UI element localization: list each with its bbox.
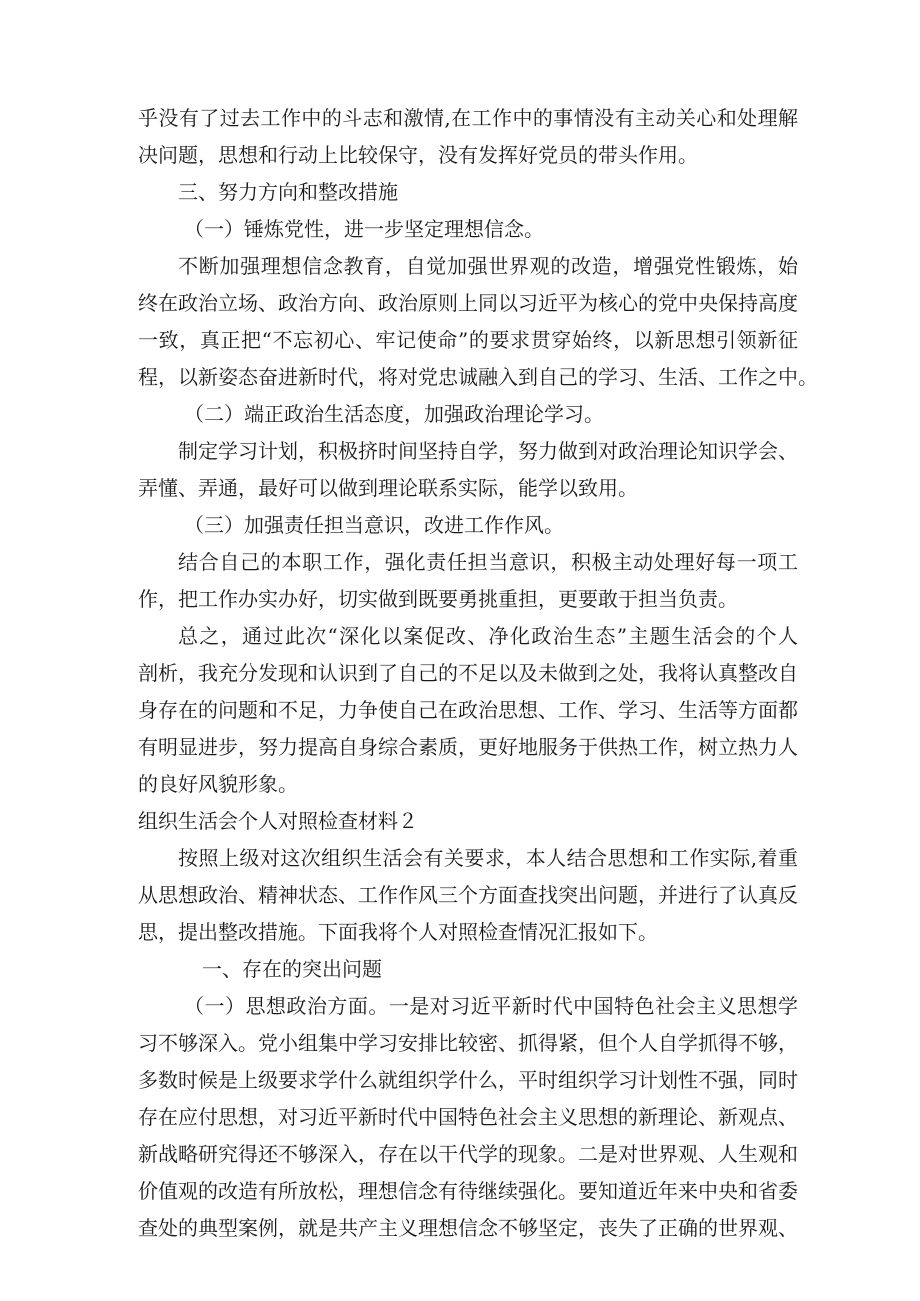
paragraph-line: 思，提出整改措施。下面我将个人对照检查情况汇报如下。 bbox=[138, 920, 658, 944]
section-heading: 三、努力方向和整改措施 bbox=[178, 180, 398, 204]
section-heading: 一、存在的突出问题 bbox=[202, 957, 382, 981]
paragraph-line: 不断加强理想信念教育，自觉加强世界观的改造，增强党性锻炼，始 bbox=[178, 254, 798, 278]
paragraph-line: 终在政治立场、政治方向、政治原则上同以习近平为核心的党中央保持高度 bbox=[138, 291, 798, 315]
paragraph-line: 身存在的问题和不足，力争使自己在政治思想、工作、学习、生活等方面都 bbox=[138, 698, 798, 722]
paragraph-line: （一）思想政治方面。一是对习近平新时代中国特色社会主义思想学 bbox=[184, 994, 798, 1018]
paragraph-line: 剖析，我充分发现和认识到了自己的不足以及未做到之处，我将认真整改自 bbox=[138, 661, 798, 685]
paragraph-line: 程，以新姿态奋进新时代，将对党忠诚融入到自己的学习、生活、工作之中。 bbox=[138, 365, 818, 389]
document-page bbox=[138, 100, 818, 1247]
paragraph-line: 总之，通过此次“深化以案促改、净化政治生态”主题生活会的个人 bbox=[178, 624, 798, 648]
subsection-heading: （三）加强责任担当意识，改进工作作风。 bbox=[184, 513, 564, 537]
paragraph-line: 作，把工作办实办好，切实做到既要勇挑重担，更要敢于担当负责。 bbox=[138, 587, 738, 611]
paragraph-line: 习不够深入。党小组集中学习安排比较密、抓得紧，但个人自学抓得不够， bbox=[138, 1031, 798, 1055]
paragraph-line: 查处的典型案例，就是共产主义理想信念不够坚定，丧失了正确的世界观、 bbox=[138, 1216, 798, 1240]
paragraph-line: 弄懂、弄通，最好可以做到理论联系实际，能学以致用。 bbox=[138, 476, 638, 500]
paragraph-line: 乎没有了过去工作中的斗志和激情,在工作中的事情没有主动关心和处理解 bbox=[138, 106, 798, 130]
paragraph-line: 新战略研究得还不够深入，存在以干代学的现象。二是对世界观、人生观和 bbox=[138, 1142, 798, 1166]
paragraph-line: 按照上级对这次组织生活会有关要求，本人结合思想和工作实际,着重 bbox=[178, 846, 798, 870]
paragraph-line: 价值观的改造有所放松，理想信念有待继续强化。要知道近年来中央和省委 bbox=[138, 1179, 798, 1203]
subsection-heading: （二）端正政治生活态度，加强政治理论学习。 bbox=[184, 402, 604, 426]
paragraph-line: 多数时候是上级要求学什么就组织学什么，平时组织学习计划性不强，同时 bbox=[138, 1068, 798, 1092]
paragraph-line: 的良好风貌形象。 bbox=[138, 772, 298, 796]
paragraph-line: 制定学习计划，积极挤时间坚持自学，努力做到对政治理论知识学会、 bbox=[178, 439, 798, 463]
paragraph-line: 决问题，思想和行动上比较保守，没有发挥好党员的带头作用。 bbox=[138, 143, 698, 167]
paragraph-line: 有明显进步，努力提高自身综合素质，更好地服务于供热工作，树立热力人 bbox=[138, 735, 798, 759]
subsection-heading: （一）锤炼党性，进一步坚定理想信念。 bbox=[184, 217, 544, 241]
paragraph-line: 存在应付思想，对习近平新时代中国特色社会主义思想的新理论、新观点、 bbox=[138, 1105, 798, 1129]
document-title: 组织生活会个人对照检查材料２ bbox=[138, 809, 418, 833]
paragraph-line: 结合自己的本职工作，强化责任担当意识，积极主动处理好每一项工 bbox=[178, 550, 798, 574]
paragraph-line: 从思想政治、精神状态、工作作风三个方面查找突出问题，并进行了认真反 bbox=[138, 883, 798, 907]
paragraph-line: 一致，真正把“不忘初心、牢记使命”的要求贯穿始终，以新思想引领新征 bbox=[138, 328, 798, 352]
